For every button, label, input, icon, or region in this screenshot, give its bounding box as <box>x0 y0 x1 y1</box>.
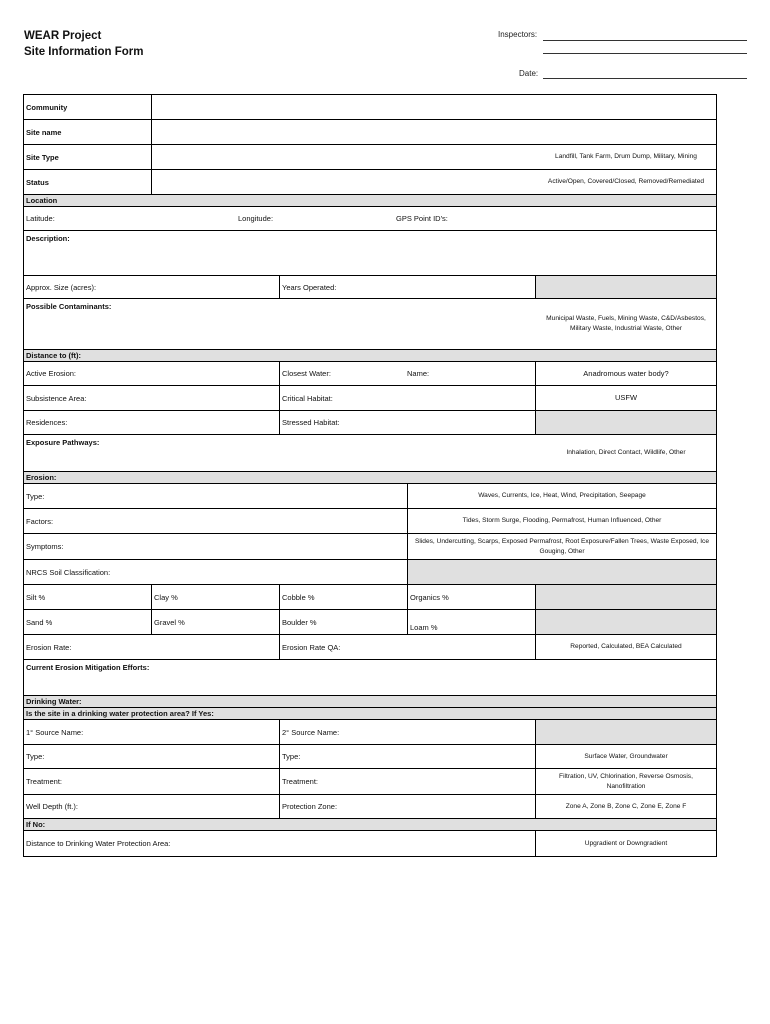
description-label: Description: <box>26 234 70 243</box>
residences-label: Residences: <box>24 411 280 434</box>
subsistence-label: Subsistence Area: <box>24 386 280 410</box>
row-residences <box>24 411 716 435</box>
nrcs-blank <box>408 560 716 584</box>
residences-blank <box>536 411 716 434</box>
row-community <box>24 95 716 120</box>
erosion-type-options: Waves, Currents, Ice, Heat, Wind, Precipitation, Seepage <box>478 492 646 499</box>
status-options: Active/Open, Covered/Closed, Removed/Remediated <box>547 178 705 185</box>
row-factors <box>24 509 716 534</box>
closest-water-label: Closest Water: <box>282 369 331 378</box>
anadromous-option: Anadromous water body? <box>583 368 669 378</box>
date-label: Date: <box>519 69 539 78</box>
row-well-depth <box>24 795 716 819</box>
organics-label: Organics % <box>408 585 536 609</box>
active-erosion-label: Active Erosion: <box>24 362 280 385</box>
size-blank <box>536 276 716 298</box>
project-title: WEAR Project <box>24 30 102 42</box>
community-field[interactable] <box>152 95 716 119</box>
silt-label: Silt % <box>24 585 152 609</box>
sand-label: Sand % <box>24 610 152 634</box>
zone-options: Zone A, Zone B, Zone C, Zone E, Zone F <box>565 802 687 810</box>
row-erosion-type <box>24 484 716 509</box>
row-mitigation[interactable] <box>24 660 716 696</box>
well-depth-label: Well Depth (ft.): <box>24 795 280 818</box>
inspectors-field-2[interactable] <box>543 53 747 54</box>
critical-habitat-label: Critical Habitat: <box>280 386 536 410</box>
exposure-options: Inhalation, Direct Contact, Wildlife, Other <box>566 449 686 456</box>
row-exposure <box>24 435 716 472</box>
source1-label: 1° Source Name: <box>24 720 280 744</box>
nrcs-label: NRCS Soil Classification: <box>24 560 408 584</box>
row-erosion-rate <box>24 635 716 660</box>
water-type-options: Surface Water, Groundwater <box>584 752 668 760</box>
form-title: Site Information Form <box>24 46 144 58</box>
community-label: Community <box>24 95 152 119</box>
longitude-label: Longitude: <box>238 214 274 223</box>
source2-label: 2° Source Name: <box>280 720 536 744</box>
row-site-name <box>24 120 716 145</box>
row-description[interactable] <box>24 231 716 276</box>
treatment2-label: Treatment: <box>280 769 536 794</box>
treatment-options: Filtration, UV, Chlorination, Reverse Osmosis, Nanofiltration <box>559 772 693 790</box>
section-distance: Distance to (ft): <box>24 350 716 362</box>
section-if-no: If No: <box>24 819 716 831</box>
row-soil-2 <box>24 610 716 635</box>
section-drinking-water: Drinking Water: <box>24 696 716 708</box>
gradient-options: Upgradient or Downgradient <box>584 839 668 847</box>
erosion-rate-options: Reported, Calculated, BEA Calculated <box>570 643 682 650</box>
latitude-label: Latitude: <box>26 214 55 223</box>
contaminant-options: Municipal Waste, Fuels, Mining Waste, C&D/Asbestos, Military Waste, Industrial Waste, Other <box>546 315 706 332</box>
row-site-type <box>24 145 716 170</box>
clay-label: Clay % <box>152 585 280 609</box>
row-coordinates <box>24 207 716 231</box>
inspectors-label: Inspectors: <box>498 30 538 39</box>
row-subsistence <box>24 386 716 411</box>
source-blank <box>536 720 716 744</box>
erosion-rate-qa-label: Erosion Rate QA: <box>280 635 536 659</box>
gravel-label: Gravel % <box>152 610 280 634</box>
protection-distance-label: Distance to Drinking Water Protection Area: <box>24 831 536 856</box>
size-label: Approx. Size (acres): <box>24 276 280 298</box>
usfw-option: USFW <box>614 393 638 402</box>
site-type-options: Landfill, Tank Farm, Drum Dump, Military, Mining <box>555 153 697 160</box>
contaminants-label: Possible Contaminants: <box>26 302 112 311</box>
erosion-type-label: Type: <box>24 484 408 508</box>
site-info-form <box>23 94 717 857</box>
date-field[interactable] <box>543 78 747 79</box>
site-name-label: Site name <box>24 120 152 144</box>
water-name-label: Name: <box>405 362 536 385</box>
section-erosion: Erosion: <box>24 472 716 484</box>
row-status <box>24 170 716 195</box>
site-type-field[interactable] <box>152 145 536 169</box>
row-active-erosion <box>24 362 716 386</box>
type2-label: Type: <box>280 745 536 768</box>
stressed-habitat-label: Stressed Habitat: <box>280 411 536 434</box>
erosion-rate-label: Erosion Rate: <box>24 635 280 659</box>
row-nrcs <box>24 560 716 585</box>
status-field[interactable] <box>152 170 536 194</box>
boulder-label: Boulder % <box>280 610 408 634</box>
cobble-label: Cobble % <box>280 585 408 609</box>
years-label: Years Operated: <box>280 276 536 298</box>
treatment1-label: Treatment: <box>24 769 280 794</box>
site-type-label: Site Type <box>24 145 152 169</box>
gps-label: GPS Point ID's: <box>396 214 448 223</box>
factors-label: Factors: <box>24 509 408 533</box>
row-symptoms <box>24 534 716 560</box>
section-location: Location <box>24 195 716 207</box>
exposure-label: Exposure Pathways: <box>26 438 100 447</box>
row-protection-distance <box>24 831 716 856</box>
inspectors-field[interactable] <box>543 40 747 41</box>
row-size <box>24 276 716 299</box>
factors-options: Tides, Storm Surge, Flooding, Permafrost, Human Influenced, Other <box>462 517 662 524</box>
row-contaminants <box>24 299 716 350</box>
protection-zone-label: Protection Zone: <box>280 795 536 818</box>
row-soil-1 <box>24 585 716 610</box>
row-treatment <box>24 769 716 795</box>
soil-blank-2 <box>536 610 716 634</box>
row-source-name <box>24 720 716 745</box>
status-label: Status <box>24 170 152 194</box>
symptoms-options: Slides, Undercutting, Scarps, Exposed Permafrost, Root Exposure/Fallen Trees, Waste Exposed, Ice Gouging, Other <box>414 537 710 555</box>
mitigation-label: Current Erosion Mitigation Efforts: <box>26 663 150 672</box>
type1-label: Type: <box>24 745 280 768</box>
symptoms-label: Symptoms: <box>24 534 408 559</box>
soil-blank-1 <box>536 585 716 609</box>
loam-label: Loam % <box>408 610 536 634</box>
row-water-type <box>24 745 716 769</box>
site-name-field[interactable] <box>152 120 716 144</box>
drinking-water-question: Is the site in a drinking water protection area? If Yes: <box>24 708 716 720</box>
